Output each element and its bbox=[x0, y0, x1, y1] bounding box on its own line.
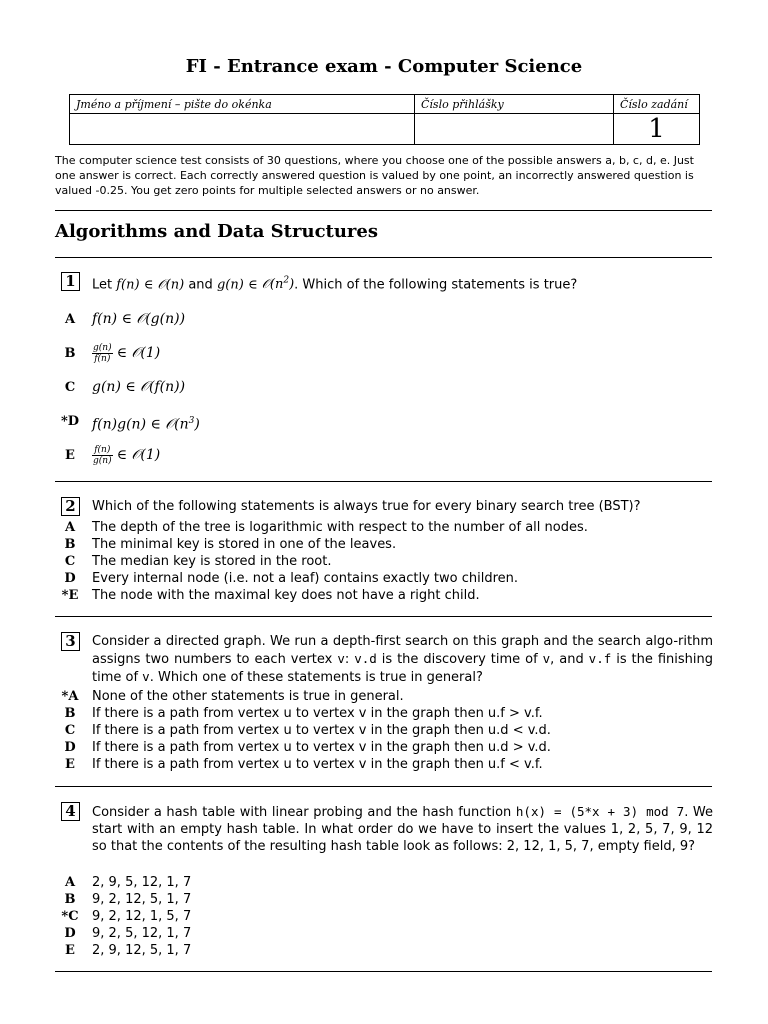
answer-option[interactable]: D Every internal node (i.e. not a leaf) contains exactly two children. bbox=[64, 571, 518, 586]
divider bbox=[55, 257, 712, 258]
answer-option[interactable]: C g(n) ∈ 𝒪(f(n)) bbox=[64, 379, 186, 395]
answer-option[interactable]: B If there is a path from vertex u to vertex v in the graph then u.f > v.f. bbox=[64, 706, 543, 721]
answer-option[interactable]: B 9, 2, 12, 5, 1, 7 bbox=[64, 892, 192, 907]
name-label: Jméno a příjmení – pište do okénka bbox=[70, 95, 415, 114]
intro-text: The computer science test consists of 30 questions, where you choose one of the possible answers a, b, c, d, e. Just one answer is correct. Each correctly answered question is valued by one point, an incorrectly answered question is valued -0.25. You get zero points for multiple selected answers or no answer. bbox=[55, 154, 694, 197]
answer-option[interactable]: *C 9, 2, 12, 1, 5, 7 bbox=[61, 909, 192, 924]
question-number-3: 3 bbox=[61, 632, 80, 651]
answer-option[interactable]: A 2, 9, 5, 12, 1, 7 bbox=[64, 875, 192, 890]
answer-option[interactable]: C If there is a path from vertex u to vertex v in the graph then u.d < v.d. bbox=[64, 723, 551, 738]
answer-option[interactable]: *D f(n)g(n) ∈ $𝒪(n^3)$ bbox=[60, 414, 200, 433]
question-2-text: Which of the following statements is always true for every binary search tree (BST)? bbox=[92, 499, 641, 514]
assignment-number-label: Číslo zadání bbox=[614, 95, 700, 114]
question-number-2: 2 bbox=[61, 497, 80, 516]
answer-option[interactable]: *A None of the other statements is true in general. bbox=[61, 689, 404, 704]
divider bbox=[55, 210, 712, 211]
candidate-info-table bbox=[69, 94, 700, 145]
application-number-label: Číslo přihlášky bbox=[415, 95, 614, 114]
answer-option[interactable]: E 2, 9, 12, 5, 1, 7 bbox=[65, 943, 192, 958]
question-4-text: Consider a hash table with linear probing and the hash function h(x) = (5*x + 3) mod 7. We start with an empty hash table. In what order do we have to insert the values 1, 2, 5, 7, 9, 12 so that the contents of the resulting hash table look as follows: 2, 12, 1, 5, 7, empty field, 9? bbox=[92, 804, 713, 854]
exam-title: FI - Entrance exam - Computer Science bbox=[185, 56, 583, 77]
answer-option[interactable]: E $\frac{f(n)}{g(n)}$ ∈ 𝒪(1) bbox=[65, 445, 161, 466]
divider bbox=[55, 616, 712, 617]
answer-option[interactable]: D 9, 2, 5, 12, 1, 7 bbox=[64, 926, 192, 941]
application-number-field[interactable] bbox=[415, 114, 614, 145]
answer-option[interactable]: *E The node with the maximal key does not have a right child. bbox=[61, 588, 480, 603]
question-1-text: Let f(n) ∈ 𝒪(n) and g(n) ∈ $𝒪(n^2)$. Which of the following statements is true? bbox=[92, 276, 578, 293]
answer-option[interactable]: A f(n) ∈ 𝒪(g(n)) bbox=[64, 311, 186, 327]
assignment-number: 1 bbox=[614, 114, 700, 145]
question-number-4: 4 bbox=[61, 802, 80, 821]
answer-option[interactable]: E If there is a path from vertex u to vertex v in the graph then u.f < v.f. bbox=[65, 757, 543, 772]
answer-option[interactable]: B $\frac{g(n)}{f(n)}$ ∈ 𝒪(1) bbox=[64, 343, 161, 364]
divider bbox=[55, 481, 712, 482]
answer-option[interactable]: B The minimal key is stored in one of the leaves. bbox=[64, 537, 397, 552]
divider bbox=[55, 786, 712, 787]
section-title: Algorithms and Data Structures bbox=[55, 221, 378, 242]
question-number-1: 1 bbox=[61, 272, 80, 291]
question-3-text: Consider a directed graph. We run a depth-first search on this graph and the search algo-rithm assigns two numbers to each vertex v: v.d is the discovery time of v, and v.f is the finishing time of v. Which one of these statements is true in general? bbox=[92, 634, 713, 685]
answer-option[interactable]: C The median key is stored in the root. bbox=[64, 554, 332, 569]
divider bbox=[55, 971, 712, 972]
answer-option[interactable]: A The depth of the tree is logarithmic with respect to the number of all nodes. bbox=[64, 520, 588, 535]
answer-option[interactable]: D If there is a path from vertex u to vertex v in the graph then u.d > v.d. bbox=[64, 740, 551, 755]
name-field[interactable] bbox=[70, 114, 415, 145]
